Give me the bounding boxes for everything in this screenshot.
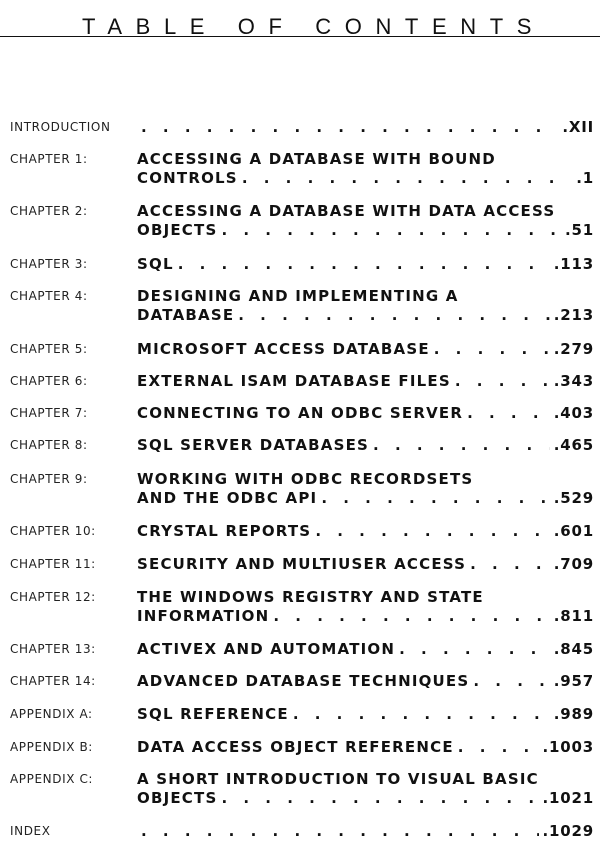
- toc-entry-page: .51: [565, 221, 594, 239]
- toc-entry-label: CHAPTER 14:: [10, 674, 96, 688]
- toc-entry-title-line1: ACCESSING A DATABASE WITH DATA ACCESS: [137, 202, 556, 220]
- page-title: TABLE OF CONTENTS: [82, 14, 546, 39]
- dot-leader: [221, 221, 561, 239]
- dot-leader: [141, 822, 539, 840]
- toc-entry-label: CHAPTER 11:: [10, 557, 96, 571]
- toc-entry-label: INDEX: [10, 824, 51, 838]
- toc-header: [0, 0, 600, 50]
- toc-entry-page: .343: [553, 372, 594, 390]
- toc-entry-title: SECURITY AND MULTIUSER ACCESS: [137, 555, 467, 573]
- toc-entry-page: .529: [553, 489, 594, 507]
- toc-entry-title: CONTROLS: [137, 169, 238, 187]
- toc-entry-label: CHAPTER 12:: [10, 590, 96, 604]
- toc-entry-label: CHAPTER 2:: [10, 204, 88, 218]
- toc-entry-label: CHAPTER 4:: [10, 289, 88, 303]
- toc-entry-title-line1: WORKING WITH ODBC RECORDSETS: [137, 470, 474, 488]
- dot-leader: [373, 436, 550, 454]
- toc-entry-page: .403: [553, 404, 594, 422]
- toc-entry-title: AND THE ODBC API: [137, 489, 318, 507]
- toc-entry-label: APPENDIX B:: [10, 740, 93, 754]
- toc-entry-page: .213: [553, 306, 594, 324]
- dot-leader: [242, 169, 572, 187]
- dot-leader: [273, 607, 549, 625]
- dot-leader: [473, 672, 549, 690]
- dot-leader: [399, 640, 550, 658]
- toc-entry-label: CHAPTER 1:: [10, 152, 88, 166]
- toc-entry-page: .989: [553, 705, 594, 723]
- toc-entry-title-line1: A SHORT INTRODUCTION TO VISUAL BASIC: [137, 770, 539, 788]
- dot-leader: [178, 255, 550, 273]
- toc-entry-title: DATABASE: [137, 306, 235, 324]
- toc-entry-page: .811: [553, 607, 594, 625]
- toc-entry-title-line1: DESIGNING AND IMPLEMENTING A: [137, 287, 459, 305]
- dot-leader: [221, 789, 538, 807]
- toc-entry-page: .279: [553, 340, 594, 358]
- toc-entry-title: SQL: [137, 255, 174, 273]
- toc-entry-title: SQL REFERENCE: [137, 705, 289, 723]
- toc-entry-page: .1029: [542, 822, 594, 840]
- toc-entry-page: .113: [553, 255, 594, 273]
- toc-entry-label: CHAPTER 3:: [10, 257, 88, 271]
- toc-entry-page: .465: [553, 436, 594, 454]
- toc-entry-title: OBJECTS: [137, 221, 218, 239]
- toc-entry-label: CHAPTER 9:: [10, 472, 88, 486]
- toc-entry-label: APPENDIX C:: [10, 772, 94, 786]
- toc-entry-title-line1: ACCESSING A DATABASE WITH BOUND: [137, 150, 496, 168]
- toc-entry-page: .957: [553, 672, 594, 690]
- dot-leader: [467, 404, 550, 422]
- toc-entry-title: OBJECTS: [137, 789, 218, 807]
- toc-entry-page: .1021: [542, 789, 594, 807]
- toc-entry-page: .601: [553, 522, 594, 540]
- dot-leader: [458, 738, 539, 756]
- toc-entry-label: CHAPTER 6:: [10, 374, 88, 388]
- toc-entry-title: MICROSOFT ACCESS DATABASE: [137, 340, 430, 358]
- toc-entry-title: SQL SERVER DATABASES: [137, 436, 370, 454]
- toc-entry-label: CHAPTER 7:: [10, 406, 88, 420]
- toc-entry-page: .1003: [542, 738, 594, 756]
- toc-entry-page: .1: [576, 169, 594, 187]
- toc-entry-page: .845: [553, 640, 594, 658]
- toc-entry-label: INTRODUCTION: [10, 120, 111, 134]
- dot-leader: [315, 522, 549, 540]
- toc-entry-title: ACTIVEX AND AUTOMATION: [137, 640, 396, 658]
- toc-entry-title: INFORMATION: [137, 607, 270, 625]
- dot-leader: [141, 118, 558, 136]
- toc-entry-label: APPENDIX A:: [10, 707, 93, 721]
- toc-entry-title: CRYSTAL REPORTS: [137, 522, 312, 540]
- dot-leader: [321, 489, 549, 507]
- dot-leader: [238, 306, 550, 324]
- toc-entry-page: .709: [553, 555, 594, 573]
- toc-entry-label: CHAPTER 13:: [10, 642, 96, 656]
- toc-entry-title: EXTERNAL ISAM DATABASE FILES: [137, 372, 451, 390]
- dot-leader: [293, 705, 550, 723]
- toc-entry-title-line1: THE WINDOWS REGISTRY AND STATE: [137, 588, 484, 606]
- dot-leader: [470, 555, 550, 573]
- toc-entry-label: CHAPTER 5:: [10, 342, 88, 356]
- dot-leader: [434, 340, 550, 358]
- toc-entry-label: CHAPTER 8:: [10, 438, 88, 452]
- dot-leader: [455, 372, 550, 390]
- header-rule: [0, 36, 600, 37]
- toc-entry-title: DATA ACCESS OBJECT REFERENCE: [137, 738, 454, 756]
- toc-entry-title: CONNECTING TO AN ODBC SERVER: [137, 404, 464, 422]
- toc-entry-label: CHAPTER 10:: [10, 524, 96, 538]
- toc-entry-page: .XII: [562, 118, 594, 136]
- toc-entry-title: ADVANCED DATABASE TECHNIQUES: [137, 672, 470, 690]
